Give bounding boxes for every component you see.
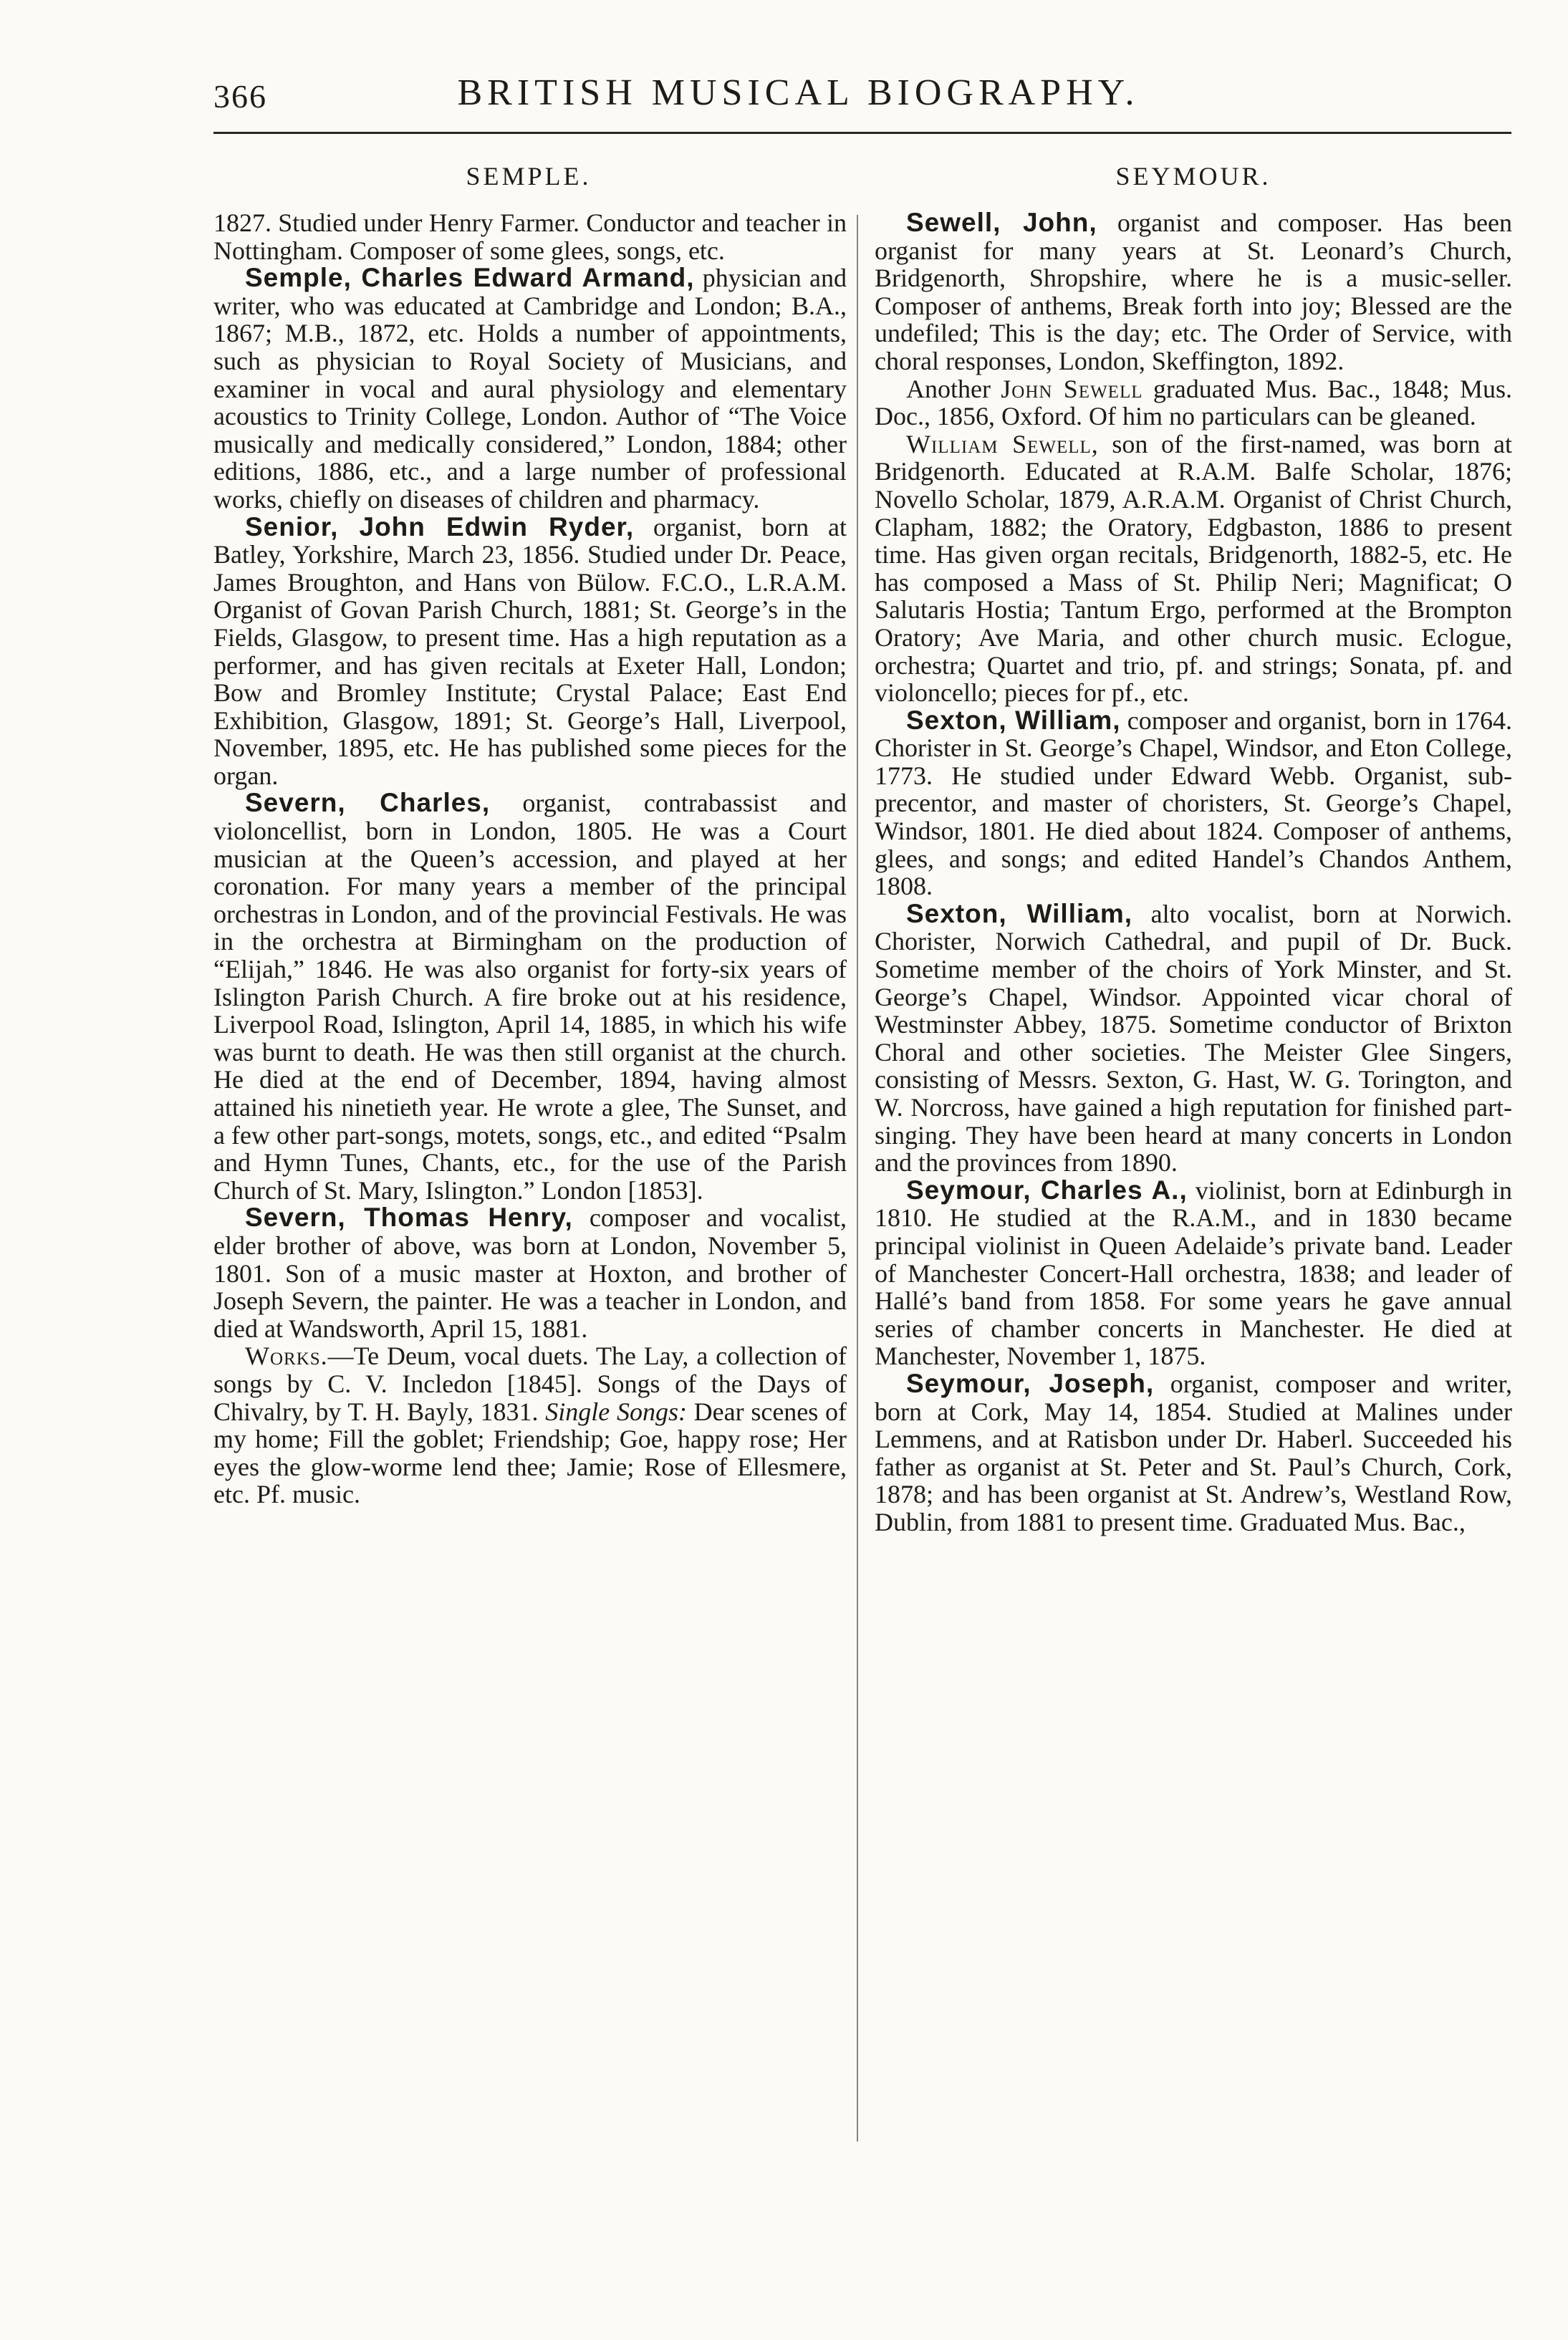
header-rule — [213, 132, 1511, 134]
entry-headword: Senior, John Edwin Ryder, — [245, 511, 635, 541]
entry-headword: Severn, Charles, — [245, 788, 491, 818]
works-paragraph — [213, 1342, 847, 1508]
entry-seymour-joseph — [875, 1370, 1512, 1536]
works-label: Works. — [245, 1342, 328, 1371]
entry-text: organist, contrabassist and violoncellist, born in London, 1805. He was a Court musician at the Queen’s accession, and played at her coronation. For many years a member of the principal orchestras in London, and of the provincial Festivals. He was in the orchestra at Birmingham on the production of “Elijah,” 1846. He was also organist for forty-six years of Islington Parish Church. A fire broke out at his residence, Liverpool Road, Islington, April 14, 1885, in which his wife was burnt to death. He was then still organist at the church. He died at the end of December, 1894, having almost attained his ninetieth year. He wrote a glee, The Sunset, and a few other part-songs, motets, songs, etc., and edited “Psalm and Hymn Tunes, Chants, etc., for the use of the Parish Church of St. Mary, Islington.” London [1853]. — [213, 789, 847, 1205]
entry-sexton-william-organist — [875, 707, 1512, 900]
entry-headword: Seymour, Joseph, — [906, 1368, 1155, 1398]
entry-continuation: 1827. Studied under Henry Farmer. Conductor and teacher in Nottingham. Composer of some glees, songs, etc. — [213, 208, 847, 265]
entry-sexton-william-vocalist — [875, 900, 1512, 1177]
left-column-heading: SEMPLE. — [466, 162, 592, 191]
entry-seymour-charles — [875, 1177, 1512, 1370]
entry-severn-thomas — [213, 1204, 847, 1342]
entry-another-john-sewell — [875, 375, 1512, 430]
page-number: 366 — [213, 78, 267, 115]
entry-sewell-john — [875, 209, 1512, 375]
works-text: —Te Deum, vocal duets. The Lay, a collection of songs by C. V. Incledon [1845]. Songs of the Days of Chivalry, by T. H. Bayly, 1831. — [213, 1342, 847, 1426]
left-column — [213, 209, 847, 1508]
entry-text-continued: graduated Mus. Bac., 1848; Mus. Doc., 1856, Oxford. Of him no particulars can be gleaned. — [875, 374, 1513, 431]
running-title: BRITISH MUSICAL BIOGRAPHY. — [457, 72, 1140, 113]
entry-text: composer and vocalist, elder brother of above, was born at London, November 5, 1801. Son of a music master at Hoxton, and brother of Joseph Severn, the painter. He was a teacher in London, and died at Wandsworth, April 15, 1881. — [213, 1203, 847, 1343]
entry-headword: Sexton, William, — [906, 898, 1133, 928]
right-column — [875, 209, 1512, 1536]
entry-semple — [213, 264, 847, 513]
entry-headword: Seymour, Charles A., — [906, 1175, 1188, 1205]
entry-text: violinist, born at Edinburgh in 1810. He studied at the R.A.M., and in 1830 became principal violinist in Queen Adelaide’s private band. Leader of Manchester Concert-Hall orchestra, 1838; and leader of Hallé’s band from 1858. For some years he gave annual series of chamber concerts in Manchester. He died at Manchester, November 1, 1875. — [875, 1175, 1512, 1371]
entry-headword: Semple, Charles Edward Armand, — [245, 263, 695, 293]
entry-headword: Severn, Thomas Henry, — [245, 1203, 573, 1233]
entry-text: Another — [906, 374, 1001, 403]
entry-senior — [213, 511, 847, 790]
entry-text: composer and organist, born in 1764. Chorister in St. George’s Chapel, Windsor, and Eton College, 1773. He studied under Edward Webb. Organist, sub-precentor, and master of choristers, St. George’s Chapel, Windsor, 1801. He died about 1824. Composer of anthems, glees, and songs; and edited Handel’s Chandos Anthem, 1808. — [875, 706, 1513, 901]
entry-text: son of the first-named, was born at Bridgenorth. Educated at R.A.M. Balfe Scholar, 1876; Novello Scholar, 1879, A.R.A.M. Organist of Christ Church, Clapham, 1882; the Oratory, Edgbaston, 1886 to present time. Has given organ recitals, Bridgenorth, 1882-5, etc. He has composed a Mass of St. Philip Neri; Magnificat; O Salutaris Hostia; Tantum Ergo, performed at the Brompton Oratory; Ave Maria, and other church music. Eclogue, orchestra; Quartet and trio, pf. and strings; Sonata, pf. and violoncello; pieces for pf., etc. — [875, 429, 1512, 708]
small-caps-name: John Sewell — [1001, 374, 1143, 403]
column-divider — [857, 215, 858, 2142]
entry-william-sewell — [875, 430, 1512, 707]
single-songs-label: Single Songs: — [545, 1397, 687, 1426]
entry-text: organist and composer. Has been organist for many years at St. Leonard’s Church, Bridgenorth, Shropshire, where he is a music-seller. Composer of anthems, Break forth into joy; Blessed are the undefiled; This is the day; etc. The Order of Service, with choral responses, London, Skeffington, 1892. — [875, 208, 1512, 375]
entry-text: alto vocalist, born at Norwich. Chorister, Norwich Cathedral, and pupil of Dr. Buck. Sometime member of the choirs of York Minster, and St. George’s Chapel, Windsor. Appointed vicar choral of Westminster Abbey, 1875. Sometime conductor of Brixton Choral and other societies. The Meister Glee Singers, consisting of Messrs. Sexton, G. Hast, W. G. Torington, and W. Norcross, have gained a high reputation for finished part-singing. They have been heard at many concerts in London and the provinces from 1890. — [875, 899, 1513, 1178]
entry-text: physician and writer, who was educated at Cambridge and London; B.A., 1867; M.B., 1872, etc. Holds a number of appointments, such as physician to Royal Society of Musicians, and examiner in vocal and aural physiology and elementary acoustics to Trinity College, London. Author of “The Voice musically and medically considered,” London, 1884; other editions, 1886, etc., and a large number of professional works, chiefly on diseases of children and pharmacy. — [213, 264, 847, 514]
entry-headword: Sexton, William, — [906, 705, 1121, 735]
entry-severn-charles — [213, 789, 847, 1204]
entry-text: organist, born at Batley, Yorkshire, March 23, 1856. Studied under Dr. Peace, James Broughton, and Hans von Bülow. F.C.O., L.R.A.M. Organist of Govan Parish Church, 1881; St. George’s in the Fields, Glasgow, to present time. Has a high reputation as a performer, and has given recitals at Exeter Hall, London; Bow and Bromley Institute; Crystal Palace; East End Exhibition, Glasgow, 1891; St. George’s Hall, Liverpool, November, 1895, etc. He has published some pieces for the organ. — [213, 512, 847, 790]
entry-headword: Sewell, John, — [906, 208, 1097, 237]
small-caps-name: William Sewell, — [906, 429, 1099, 458]
entry-text: organist, composer and writer, born at Cork, May 14, 1854. Studied at Malines under Lemmens, and at Ratisbon under Dr. Haberl. Succeeded his father as organist at St. Peter and St. Paul’s Church, Cork, 1878; and has been organist at St. Andrew’s, Westland Row, Dublin, from 1881 to present time. Graduated Mus. Bac., — [875, 1369, 1513, 1536]
right-column-heading: SEYMOUR. — [1115, 162, 1271, 191]
works-text-continued: Dear scenes of my home; Fill the goblet; Friendship; Goe, happy rose; Her eyes the glow-worme lend thee; Jamie; Rose of Ellesmere, etc. Pf. music. — [213, 1397, 847, 1509]
